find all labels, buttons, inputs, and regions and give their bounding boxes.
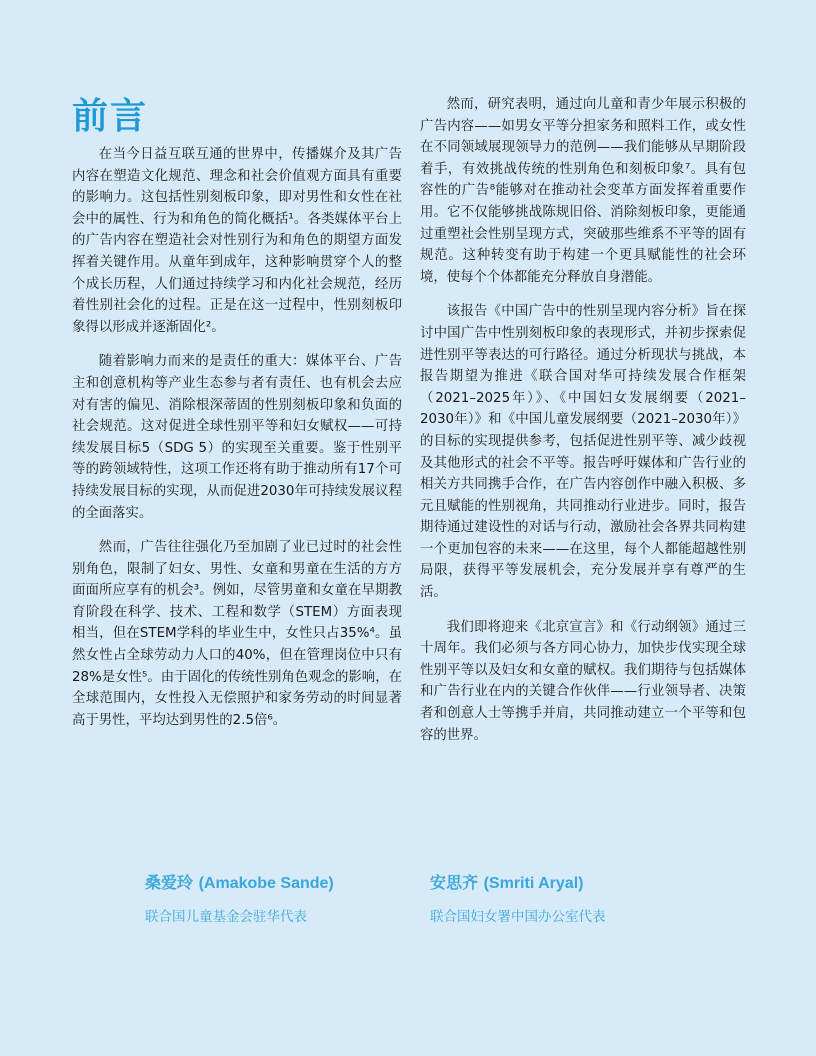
paragraph: 在当今日益互联互通的世界中，传播媒介及其广告内容在塑造文化规范、理念和社会价值观方面具有重要的影响力。这包括性别刻板印象，即对男性和女性在社会中的属性、行为和角色的简化概括¹。各类媒体平台上的广告内容在塑造社会对性别行为和角色的期望方面发挥着关键作用。从童年到成年，这种影响贯穿个人的整个成长历程，人们通过持续学习和内化社会规范，经历着性别社会化的过程。正是在这一过程中，性别刻板印象得以形成并逐渐固化²。: [72, 147, 402, 335]
paragraph: 我们即将迎来《北京宣言》和《行动纲领》通过三十周年。我们必须与各方同心协力，加快步伐实现全球性别平等以及妇女和女童的赋权。我们期待与包括媒体和广告行业在内的关键合作伙伴——行业领导者、决策者和创意人士等携手并肩，共同推动建立一个平等和包容的世界。: [420, 619, 746, 743]
signatory-name-en: (Amakobe Sande): [198, 875, 334, 892]
signature-unicef: [145, 870, 334, 925]
signatory-title: 联合国儿童基金会驻华代表: [145, 909, 307, 925]
paragraph: 然而，研究表明，通过向儿童和青少年展示积极的广告内容——如男女平等分担家务和照料工作，或女性在不同领域展现领导力的范例——我们能够从早期阶段着手，有效挑战传统的性别角色和刻板印象⁷。具有包容性的广告⁸能够对在推动社会变革方面发挥着重要作用。它不仅能够挑战陈规旧俗、消除刻板印象，更能通过重塑社会性别呈现方式，突破那些维系不平等的固有规范。这种转变有助于构建一个更具赋能性的社会环境，使每个个体都能充分释放自身潜能。: [420, 97, 746, 285]
signatory-name-cn: 桑爱玲: [145, 873, 194, 892]
signatory-title: 联合国妇女署中国办公室代表: [430, 909, 606, 925]
page-title: 前言: [72, 96, 149, 137]
signatory-name-cn: 安思齐: [430, 873, 479, 892]
left-column: [72, 144, 402, 744]
right-column: [420, 94, 746, 759]
paragraph: 该报告《中国广告中的性别呈现内容分析》旨在探讨中国广告中性别刻板印象的表现形式，并初步探索促进性别平等表达的可行路径。通过分析现状与挑战，本报告期望为推进《联合国对华可持续发展合作框架（2021–2025年）》、《中国妇女发展纲要（2021–2030年）》和《中国儿童发展纲要（2021–2030年）》的目标的实现提供参考，包括促进性别平等、减少歧视及其他形式的社会不平等。报告呼吁媒体和广告行业的相关方共同携手合作，在广告内容创作中融入积极、多元且赋能的性别视角，共同推动行业进步。同时，报告期待通过建设性的对话与行动，激励社会各界共同构建一个更加包容的未来——在这里，每个人都能超越性别局限，获得平等发展机会，充分发展并享有尊严的生活。: [420, 304, 746, 601]
paragraph: 然而，广告往往强化乃至加剧了业已过时的社会性别角色，限制了妇女、男性、女童和男童在生活的方方面面所应享有的机会³。例如，尽管男童和女童在早期教育阶段在科学、技术、工程和数学（STEM）方面表现相当，但在STEM学科的毕业生中，女性只占35%⁴。虽然女性占全球劳动力人口的40%，但在管理岗位中只有28%是女性⁵。由于固化的传统性别角色观念的影响，在全球范围内，女性投入无偿照护和家务劳动的时间显著高于男性，平均达到男性的2.5倍⁶。: [72, 540, 402, 728]
signatory-name: [145, 870, 334, 893]
signatory-name: [430, 870, 606, 893]
signatory-name-en: (Smriti Aryal): [483, 875, 584, 892]
paragraph: 随着影响力而来的是责任的重大：媒体平台、广告主和创意机构等产业生态参与者有责任、也有机会去应对有害的偏见、消除根深蒂固的性别刻板印象和负面的社会规范。这对促进全球性别平等和妇女赋权——可持续发展目标5（SDG 5）的实现至关重要。鉴于性别平等的跨领域特性，这项工作还将有助于推动所有17个可持续发展目标的实现，从而促进2030年可持续发展议程的全面落实。: [72, 354, 402, 521]
signature-unwomen: [430, 870, 606, 925]
